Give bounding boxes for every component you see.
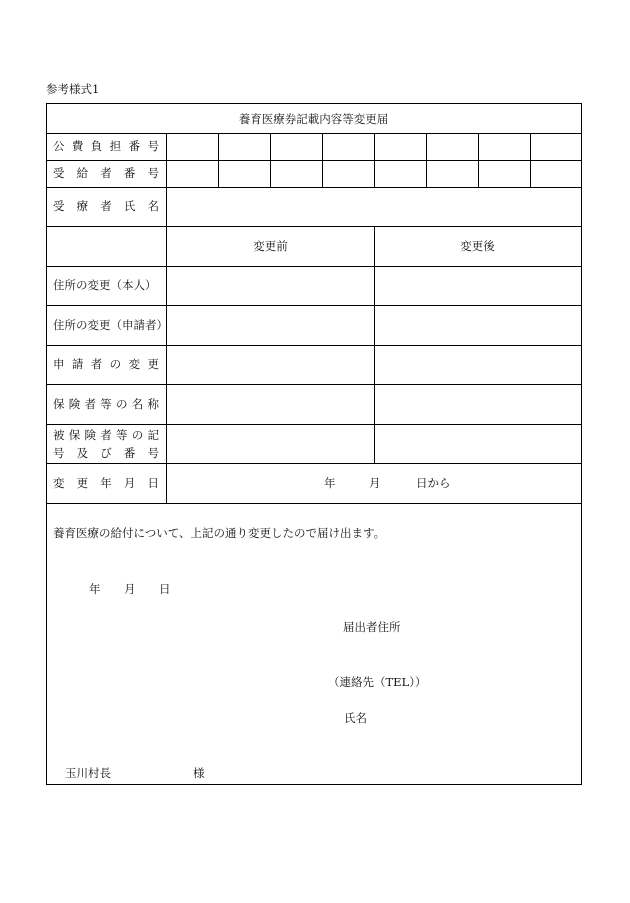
applicant-address-label: 届出者住所 [343, 620, 401, 634]
change-date-month: 月 [369, 476, 381, 490]
address-applicant-before-field[interactable] [167, 306, 373, 344]
applicant-change-after-field[interactable] [375, 346, 580, 383]
rule-change-date [47, 503, 581, 504]
insured-mark-after-field[interactable] [375, 425, 580, 462]
patient-name-field[interactable] [167, 188, 580, 225]
recipient-number-box[interactable] [271, 161, 321, 186]
label-patient-name: 受 療 者 氏 名 [53, 199, 159, 213]
label-change-date: 変 更 年 月 日 [53, 476, 159, 490]
notice-date-year: 年 [89, 582, 101, 596]
public-number-box[interactable] [219, 134, 269, 159]
applicant-change-before-field[interactable] [167, 346, 373, 383]
notice-date-day: 日 [159, 582, 171, 596]
label-insured-mark: 被 保 険 者 等 の 記 号 及 び 番 号 [53, 428, 159, 460]
recipient-number-box[interactable] [219, 161, 269, 186]
public-number-box[interactable] [427, 134, 477, 159]
recipient-number-box[interactable] [375, 161, 425, 186]
insurer-name-before-field[interactable] [167, 385, 373, 423]
rule-patient-name [47, 226, 581, 227]
rule-insured-mark [47, 463, 581, 464]
contact-tel-label: （連絡先（TEL）） [328, 675, 427, 689]
recipient-number-box[interactable] [167, 161, 217, 186]
public-number-box[interactable] [323, 134, 373, 159]
recipient-number-box[interactable] [427, 161, 477, 186]
label-applicant-change: 申 請 者 の 変 更 [53, 357, 159, 371]
address-self-before-field[interactable] [167, 267, 373, 304]
change-date-day-from: 日から [416, 476, 451, 490]
public-number-box[interactable] [375, 134, 425, 159]
form-style-label: 参考様式1 [46, 82, 100, 96]
insurer-name-after-field[interactable] [375, 385, 580, 423]
public-number-box[interactable] [167, 134, 217, 159]
public-number-box[interactable] [271, 134, 321, 159]
column-header-before: 変更前 [253, 239, 288, 253]
recipient-number-box[interactable] [479, 161, 529, 186]
address-self-after-field[interactable] [375, 267, 580, 304]
addressee: 玉川村長 [65, 766, 111, 780]
notice-statement: 養育医療の給付について、上記の通り変更したので届け出ます。 [53, 526, 386, 540]
public-number-box[interactable] [479, 134, 529, 159]
label-public-number: 公 費 負 担 番 号 [53, 139, 159, 153]
column-header-after: 変更後 [460, 239, 495, 253]
insured-mark-before-field[interactable] [167, 425, 373, 462]
public-number-box[interactable] [531, 134, 580, 159]
label-address-self: 住所の変更（本人） [53, 278, 157, 292]
recipient-number-box[interactable] [323, 161, 373, 186]
addressee-honorific: 様 [193, 766, 205, 780]
change-notification-form [46, 103, 582, 785]
label-address-applicant: 住所の変更（申請者） [53, 318, 168, 332]
change-date-year: 年 [324, 476, 336, 490]
notice-date-month: 月 [124, 582, 136, 596]
form-title: 養育医療券記載内容等変更届 [238, 112, 389, 126]
recipient-number-box[interactable] [531, 161, 580, 186]
applicant-name-label: 氏名 [344, 711, 367, 725]
label-recipient-number: 受 給 者 番 号 [53, 166, 159, 180]
label-insurer-name: 保 険 者 等 の 名 称 [53, 397, 159, 411]
address-applicant-after-field[interactable] [375, 306, 580, 344]
